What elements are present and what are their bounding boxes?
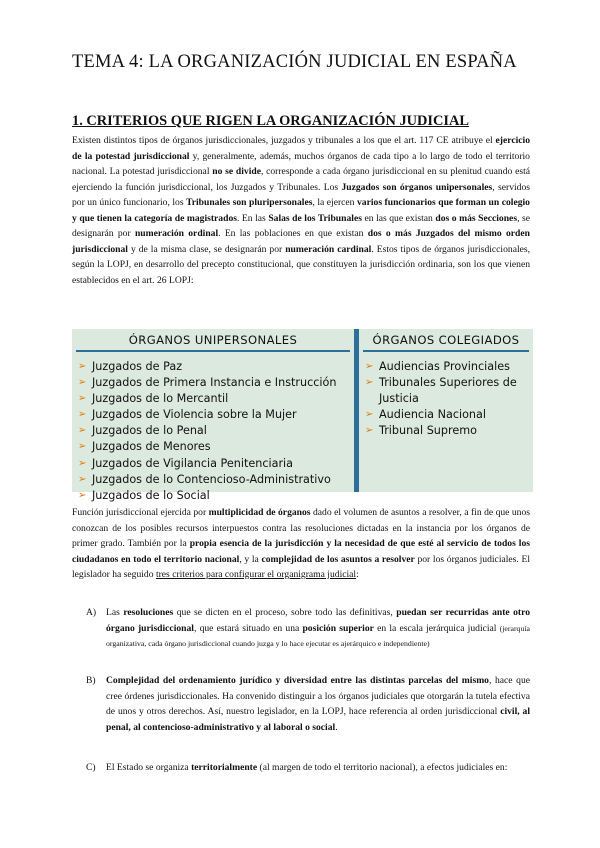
criterion-text: Complejidad del ordenamiento jurídico y diversidad entre las distintas parcelas del mismo, hace que cree órdenes jurisdiccionales. Ha convenido distinguir a los órganos judiciales que otorgarán la tutela efectiva de unos y otros derechos. Así, nuestro legislador, en la LOPJ, hace referencia al orden jurisdiccional civil, al penal, al contencioso-administrativo y al laboral o social. [106, 675, 530, 733]
arrow-bullet-icon: ➢ [365, 361, 374, 372]
arrow-bullet-icon: ➢ [78, 489, 87, 501]
criterion-a [86, 605, 530, 652]
organos-table [72, 329, 533, 502]
list-item: ➢ Juzgados de lo Contencioso-Administrativo [78, 472, 352, 488]
page-title: TEMA 4: LA ORGANIZACIÓN JUDICIAL EN ESPAÑA [72, 52, 517, 72]
list-item: ➢ Juzgados de Vigilancia Penitenciaria [78, 456, 352, 472]
criterion-text: Las resoluciones que se dicten en el proceso, sobre todo las definitivas, puedan ser recurridas ante otro órgano jurisdiccional, que estará situado en una posición superior en la escala jerárquica judicial (jerarquía organizativa, cada órgano jurisdiccional cuando juzga y lo hace ejecutar es ajerárquico e independiente) [106, 607, 530, 648]
list-item: ➢ Juzgados de lo Mercantil [78, 391, 352, 407]
list-item: ➢ Audiencias Provinciales [365, 359, 531, 375]
criterion-c [86, 760, 530, 776]
header-rule [363, 350, 529, 352]
criteria-paragraph: Función jurisdiccional ejercida por multiplicidad de órganos dado el volumen de asuntos a resolver, a fin de que unos conozcan de los posibles recursos interpuestos contra las resoluciones dictadas en la instancia por los órganos de primer grado. También por la propia esencia de la jurisdicción y la necesidad de que esté al servicio de todos los ciudadanos en todo el territorio nacional, y la complejidad de los asuntos a resolver por los órganos judiciales. El legislador ha seguido tres criterios para configurar el organigrama judicial: [72, 507, 530, 580]
unipersonales-column [72, 329, 354, 502]
criterion-b [86, 673, 530, 735]
list-item: ➢ Juzgados de Menores [78, 439, 352, 455]
colegiados-header: ÓRGANOS COLEGIADOS [372, 333, 520, 347]
unipersonales-header: ÓRGANOS UNIPERSONALES [128, 333, 298, 347]
section-heading: 1. CRITERIOS QUE RIGEN LA ORGANIZACIÓN JUDICIAL [72, 113, 470, 129]
list-item: ➢ Juzgados de Violencia sobre la Mujer [78, 407, 352, 423]
unipersonales-list [78, 359, 352, 504]
list-item: ➢ Juzgados de Paz [78, 359, 352, 375]
list-item: ➢ Juzgados de Primera Instancia e Instrucción [78, 375, 352, 391]
criterion-text: El Estado se organiza territorialmente (al margen de todo el territorio nacional), a efectos judiciales en: [106, 762, 508, 773]
arrow-bullet-icon: ➢ [78, 457, 87, 469]
colegiados-column [359, 329, 533, 492]
list-item: ➢ Tribunales Superiores de Justicia [365, 376, 517, 406]
arrow-bullet-icon: ➢ [365, 425, 374, 437]
arrow-bullet-icon: ➢ [78, 361, 87, 372]
arrow-bullet-icon: ➢ [78, 393, 87, 405]
header-rule [76, 350, 350, 352]
arrow-bullet-icon: ➢ [78, 441, 87, 453]
arrow-bullet-icon: ➢ [365, 377, 374, 389]
colegiados-list [365, 359, 531, 439]
list-item: ➢ Juzgados de lo Penal [78, 423, 352, 439]
list-item: ➢ Juzgados de lo Social [78, 488, 352, 504]
arrow-bullet-icon: ➢ [78, 425, 87, 437]
criterion-letter: B) [86, 675, 96, 686]
criterion-letter: C) [86, 762, 96, 773]
arrow-bullet-icon: ➢ [78, 409, 87, 421]
list-item: ➢ Tribunal Supremo [365, 423, 531, 439]
list-item: ➢ Audiencia Nacional [365, 407, 531, 423]
arrow-bullet-icon: ➢ [78, 473, 87, 485]
criterion-letter: A) [86, 607, 97, 618]
arrow-bullet-icon: ➢ [365, 409, 374, 421]
arrow-bullet-icon: ➢ [78, 377, 87, 389]
intro-paragraph: Existen distintos tipos de órganos jurisdiccionales, juzgados y tribunales a los que el art. 117 CE atribuye el ejercicio de la potestad jurisdiccional y, generalmente, además, muchos órganos de cada tipo a lo largo de todo el territorio nacional. La potestad jurisdiccional no se divide, corresponde a cada órgano jurisdiccional en su plenitud cuando está ejerciendo la función jurisdiccional, los Juzgados y Tribunales. Los Juzgados son órganos unipersonales, servidos por un único funcionario, los Tribunales son pluripersonales, la ejercen varios funcionarios que forman un colegio y que tienen la categoría de magistrados. En las Salas de los Tribunales en las que existan dos o más Secciones, se designarán por numeración ordinal. En las poblaciones en que existan dos o más Juzgados del mismo orden jurisdiccional y de la misma clase, se designarán por numeración cardinal. Estos tipos de órganos jurisdiccionales, según la LOPJ, en desarrollo del precepto constitucional, que constituyen la jurisdicción ordinaria, son los que vienen establecidos en el art. 26 LOPJ: [72, 135, 531, 286]
